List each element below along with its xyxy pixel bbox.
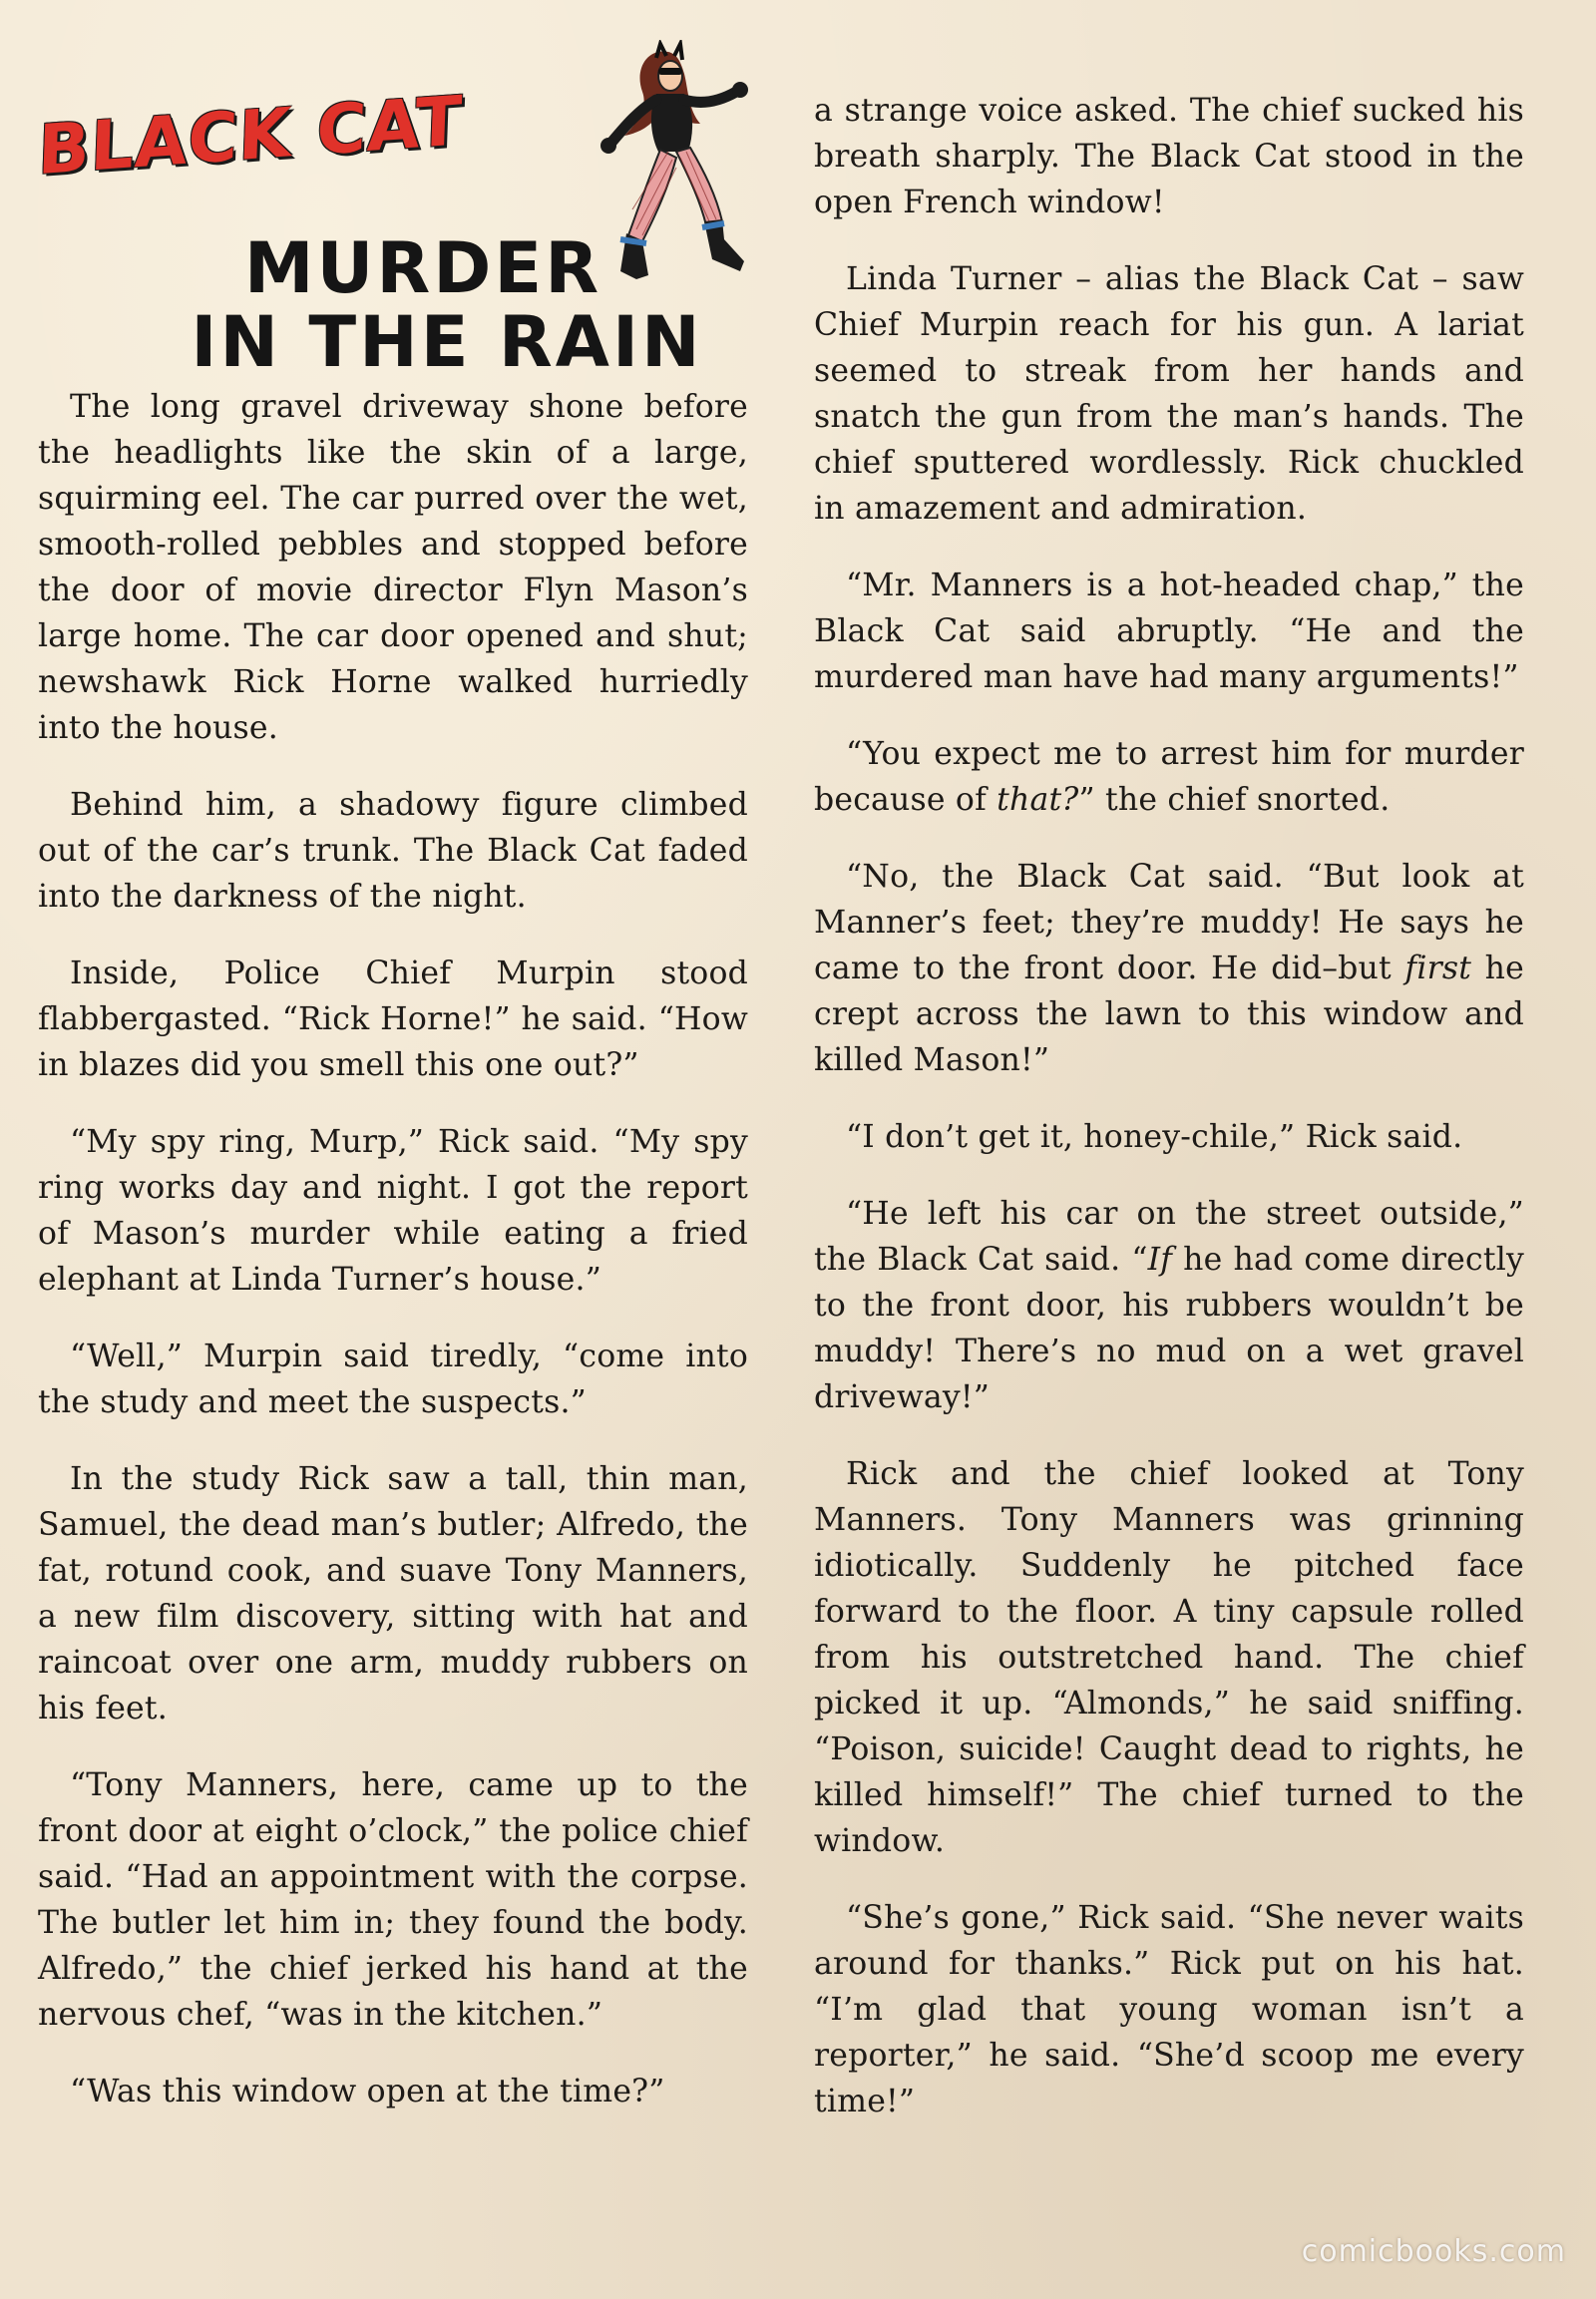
paragraph: “Tony Manners, here, came up to the front door at eight o’clock,” the police chief said. “Had an appointment with the corpse. The butler let him in; they found the body. Alfredo,” the chief jerked his hand at the nervous chef, “was in the kitchen.” [38, 1767, 748, 2033]
paragraph: “She’s gone,” Rick said. “She never waits around for thanks.” Rick put on his hat. “I’m glad that young woman isn’t a reporter,” he said. “She’d scoop me every time!” [814, 1900, 1524, 2119]
paragraph: Linda Turner – alias the Black Cat – saw Chief Murpin reach for his gun. A lariat seemed to streak from her hands and snatch the gun from the man’s hands. The chief sputtered wordlessly. Rick chuckled in amazement and admiration. [814, 261, 1524, 527]
watermark: comicbooks.com [1301, 2234, 1566, 2269]
story-title-line-2: IN THE RAIN [191, 301, 703, 383]
emphasis-text: If [1147, 1242, 1173, 1278]
paragraph [814, 731, 1524, 823]
paragraph-text: ” the chief snorted. [1078, 782, 1391, 818]
paragraph-text: “No, the Black Cat said. “But look at Manner’s feet; they’re muddy! He says he came to the front door. He did–but [814, 859, 1524, 986]
story-title-line-1: MURDER [243, 227, 602, 309]
paragraph: “Mr. Manners is a hot-headed chap,” the Black Cat said abruptly. “He and the murdered man have had many arguments!” [814, 568, 1524, 695]
right-column [814, 88, 1524, 2155]
paragraph: “Was this window open at the time?” [70, 2074, 665, 2109]
paragraph: “Well,” Murpin said tiredly, “come into the study and meet the suspects.” [38, 1339, 748, 1420]
title-block [38, 0, 748, 384]
emphasis-text: that? [997, 782, 1079, 818]
paragraph-text: “He left his car on the street outside,” the Black Cat said. “ [814, 1196, 1524, 1278]
paragraph: Rick and the chief looked at Tony Manners. Tony Manners was grinning idiotically. Suddenly he pitched face forward to the floor. A tiny capsule rolled from his outstretched hand. The chief picked it up. “Almonds,” he said sniffing. “Poison, suicide! Caught dead to rights, he killed himself!” The chief turned to the window. [814, 1456, 1524, 1859]
paragraph-text: he had come directly to the front door, his rubbers wouldn’t be muddy! There’s no mud on a wet gravel driveway!” [814, 1242, 1524, 1415]
emphasis-text: first [1404, 951, 1472, 986]
paragraph: “My spy ring, Murp,” Rick said. “My spy ring works day and night. I got the report of Mason’s murder while eating a fried elephant at Linda Turner’s house.” [38, 1124, 748, 1298]
paragraph: Behind him, a shadowy figure climbed out of the car’s trunk. The Black Cat faded into the darkness of the night. [38, 787, 748, 915]
paragraph: In the study Rick saw a tall, thin man, Samuel, the dead man’s butler; Alfredo, the fat, rotund cook, and suave Tony Manners, a new film discovery, sitting with hat and raincoat over one arm, muddy rubbers on his feet. [38, 1461, 748, 1726]
paragraph [814, 1191, 1524, 1420]
paragraph: Inside, Police Chief Murpin stood flabbergasted. “Rick Horne!” he said. “How in blazes did you smell this one out?” [38, 956, 748, 1083]
paragraph: a strange voice asked. The chief sucked his breath sharply. The Black Cat stood in the open French window! [814, 93, 1524, 220]
paragraph: The long gravel driveway shone before the headlights like the skin of a large, squirming eel. The car purred over the wet, smooth-rolled pebbles and stopped before the door of movie director Flyn Mason’s large home. The car door opened and shut; newshawk Rick Horne walked hurriedly into the house. [38, 389, 748, 746]
paragraph [814, 854, 1524, 1083]
feature-logo: BLACK CAT [36, 82, 465, 192]
paragraph: “I don’t get it, honey-chile,” Rick said. [846, 1119, 1463, 1155]
paragraph-text: he crept across the lawn to this window and killed Mason!” [814, 951, 1524, 1078]
story-title [148, 227, 746, 383]
paragraph-text: “You expect me to arrest him for murder because of [814, 736, 1524, 818]
left-column [38, 0, 748, 2145]
